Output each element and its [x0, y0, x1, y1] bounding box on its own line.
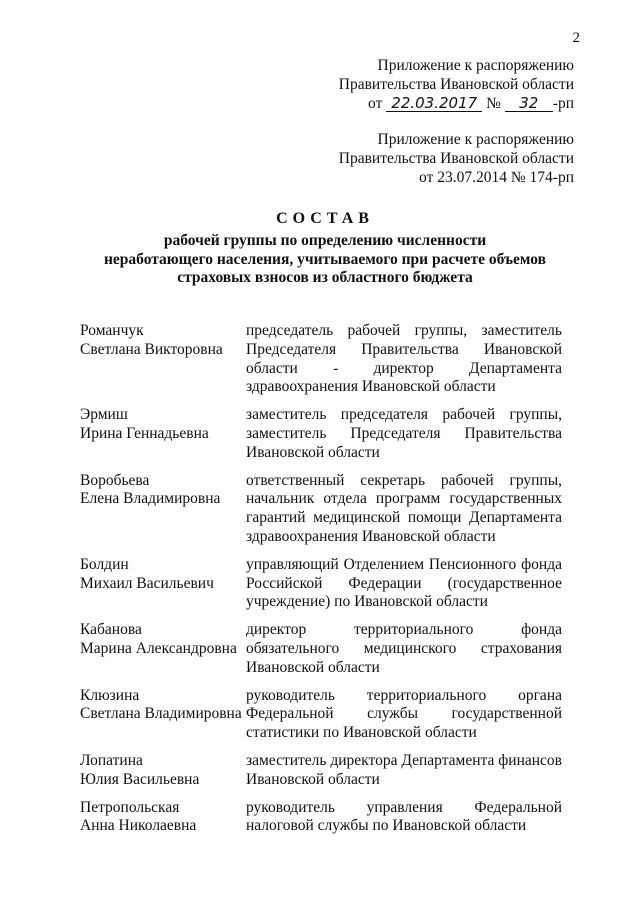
member-row — [80, 322, 562, 397]
appendix-original-line1: Приложение к распоряжению — [377, 131, 574, 148]
member-role: управляющий Отделением Пенсионного фонда Российской Федерации (государственное учреждение) по Ивановской области — [246, 555, 562, 611]
appendix-original-line3: от 23.07.2014 № 174-рп — [419, 169, 574, 186]
title-line-1: рабочей группы по определению численности — [163, 232, 487, 249]
member-surname: Клюзина — [80, 686, 140, 704]
member-surname: Романчук — [80, 322, 144, 339]
member-given-name: Анна Николаевна — [80, 817, 197, 835]
order-date-prefix: от — [368, 95, 383, 112]
appendix-current-header — [339, 56, 574, 113]
member-role: руководитель управления Федеральной налоговой службы по Ивановской области — [246, 798, 562, 835]
member-row — [80, 472, 562, 547]
member-row — [80, 406, 562, 462]
member-surname: Эрмиш — [80, 406, 128, 424]
member-surname: Лопатина — [80, 751, 143, 769]
title-main: СОСТАВ — [276, 210, 374, 227]
member-name — [80, 687, 246, 743]
member-row — [80, 752, 562, 790]
member-role: руководитель территориального органа Федеральной службы государственной статистики по Ивановской области — [246, 686, 562, 742]
member-role: заместитель директора Департамента финансов Ивановской области — [246, 751, 562, 788]
handwritten-date: 22.03.2017 — [386, 95, 482, 112]
member-given-name: Елена Владимировна — [80, 490, 221, 508]
member-name — [80, 621, 246, 677]
member-role: ответственный секретарь рабочей группы, начальник отдела программ государственных гарантий медицинской помощи Департамента здравоохранения Ивановской области — [246, 471, 562, 545]
title-line-2: неработающего населения, учитываемого при расчете объемов — [103, 250, 547, 268]
member-given-name: Светлана Викторовна — [80, 340, 223, 358]
member-role: директор территориального фонда обязательного медицинского страхования Ивановской области — [246, 621, 562, 676]
member-given-name: Марина Александровна — [80, 639, 237, 657]
member-row — [80, 556, 562, 612]
member-surname: Болдин — [80, 555, 129, 573]
order-number-label: № — [486, 95, 501, 112]
order-number-suffix: -рп — [552, 95, 574, 112]
appendix-current-line1: Приложение к распоряжению — [377, 57, 574, 74]
member-surname: Петропольская — [80, 798, 180, 816]
appendix-current-order-line — [339, 94, 574, 113]
member-name — [80, 556, 246, 612]
member-given-name: Михаил Васильевич — [80, 574, 214, 592]
member-surname: Воробьева — [80, 471, 150, 489]
member-name — [80, 752, 246, 790]
member-given-name: Ирина Геннадьевна — [80, 424, 209, 442]
member-name — [80, 799, 246, 837]
member-surname: Кабанова — [80, 621, 142, 639]
appendix-current-line2: Правительства Ивановской области — [338, 76, 574, 93]
member-row — [80, 687, 562, 743]
member-role: заместитель председателя рабочей группы, заместитель Председателя Правительства Ивановской области — [246, 406, 562, 461]
handwritten-number: 32 — [505, 95, 553, 112]
appendix-original-header — [339, 130, 574, 187]
member-given-name: Юлия Васильевна — [80, 770, 200, 788]
members-list — [80, 322, 562, 845]
member-role: председатель рабочей группы, заместитель Председателя Правительства Ивановской области - директор Департамента здравоохранения Ивановской области — [246, 322, 562, 396]
member-given-name: Светлана Владимировна — [80, 705, 242, 723]
title-line-3: страховых взносов из областного бюджета — [177, 269, 473, 286]
member-row — [80, 621, 562, 677]
appendix-original-line2: Правительства Ивановской области — [338, 150, 574, 167]
member-name — [80, 322, 246, 397]
document-title — [80, 210, 570, 288]
member-name — [80, 406, 246, 462]
member-row — [80, 799, 562, 837]
member-name — [80, 472, 246, 547]
page-number: 2 — [572, 30, 580, 46]
